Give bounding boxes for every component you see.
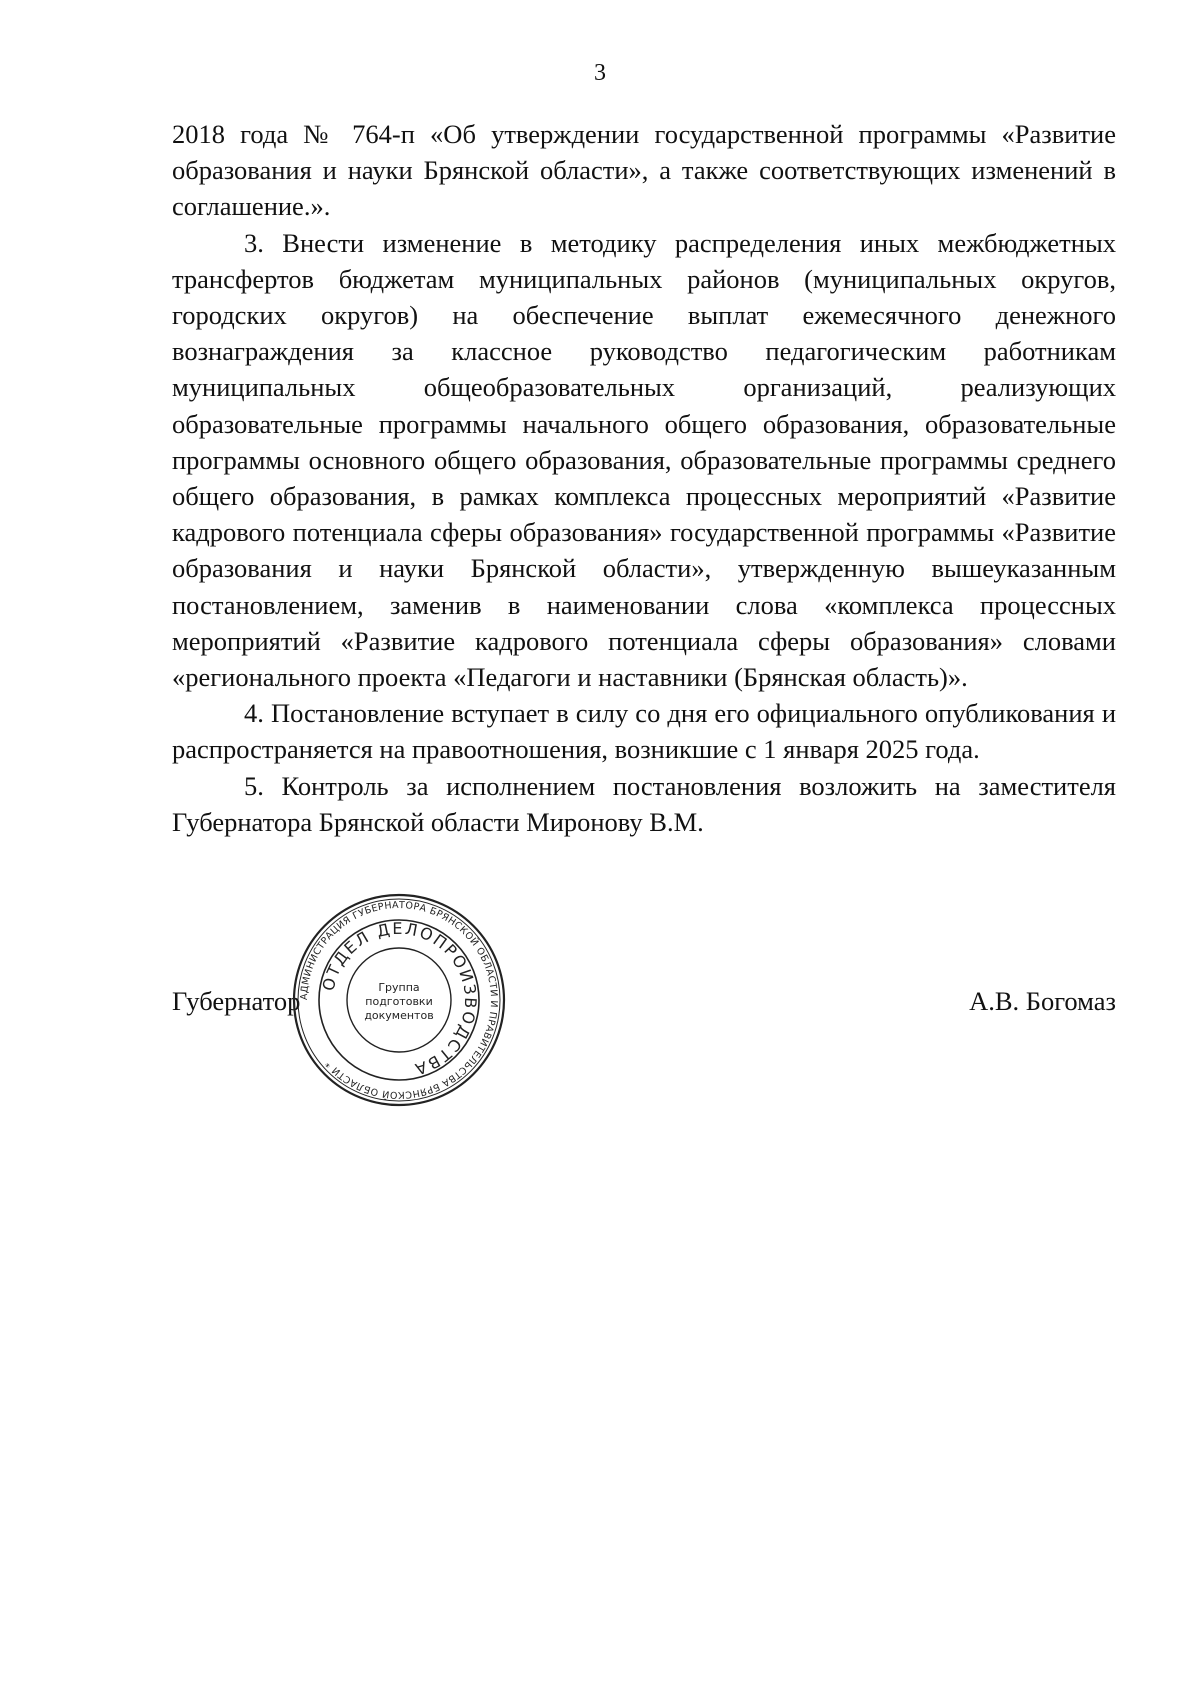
stamp-seal xyxy=(289,890,509,1110)
paragraph-item-3: 3. Внести изменение в методику распределения иных межбюджетных трансфертов бюджетам муниципальных районов (муниципальных округов, городских округов) на обеспечение выплат ежемесячного денежного вознаграждения за классное руководство педагогическим работникам муниципальных общеобразовательных организаций, реализующих образовательные программы начального общего образования, образовательные программы основного общего образования, образовательные программы среднего общего образования, в рамках комплекса процессных мероприятий «Развитие кадрового потенциала сферы образования» государственной программы «Развитие образования и науки Брянской области», утвержденную вышеуказанным постановлением, заменив в наименовании слова «комплекса процессных мероприятий «Развитие кадрового потенциала сферы образования» словами «регионального проекта «Педагоги и наставники (Брянская область)». xyxy=(172,227,1116,693)
document-body xyxy=(172,116,1116,840)
svg-text:документов: документов xyxy=(364,1009,434,1022)
svg-text:Группа: Группа xyxy=(378,981,420,994)
svg-text:подготовки: подготовки xyxy=(365,995,433,1008)
page-number: 3 xyxy=(594,60,606,86)
paragraph-continuation: 2018 года № 764-п «Об утверждении государственной программы «Развитие образования и науки Брянской области», а также соответствующих изменений в соглашение.». xyxy=(172,119,1116,222)
svg-text:ОТДЕЛ ДЕЛОПРОИЗВОДСТВА: ОТДЕЛ ДЕЛОПРОИЗВОДСТВА xyxy=(318,918,481,1080)
official-stamp xyxy=(289,890,509,1110)
signatory-name: А.В. Богомаз xyxy=(969,986,1116,1016)
svg-text:АДМИНИСТРАЦИЯ ГУБЕРНАТОРА БРЯН: АДМИНИСТРАЦИЯ ГУБЕРНАТОРА БРЯНСКОЙ ОБЛАСТИ И ПРАВИТЕЛЬСТВА БРЯНСКОЙ ОБЛАСТИ * xyxy=(298,899,500,1101)
signatory-title: Губернатор xyxy=(172,986,301,1016)
paragraph-item-5: 5. Контроль за исполнением постановления возложить на заместителя Губернатора Брянской области Миронову В.М. xyxy=(172,770,1116,837)
paragraph-item-4: 4. Постановление вступает в силу со дня его официального опубликования и распространяется на правоотношения, возникшие с 1 января 2025 года. xyxy=(172,698,1116,765)
